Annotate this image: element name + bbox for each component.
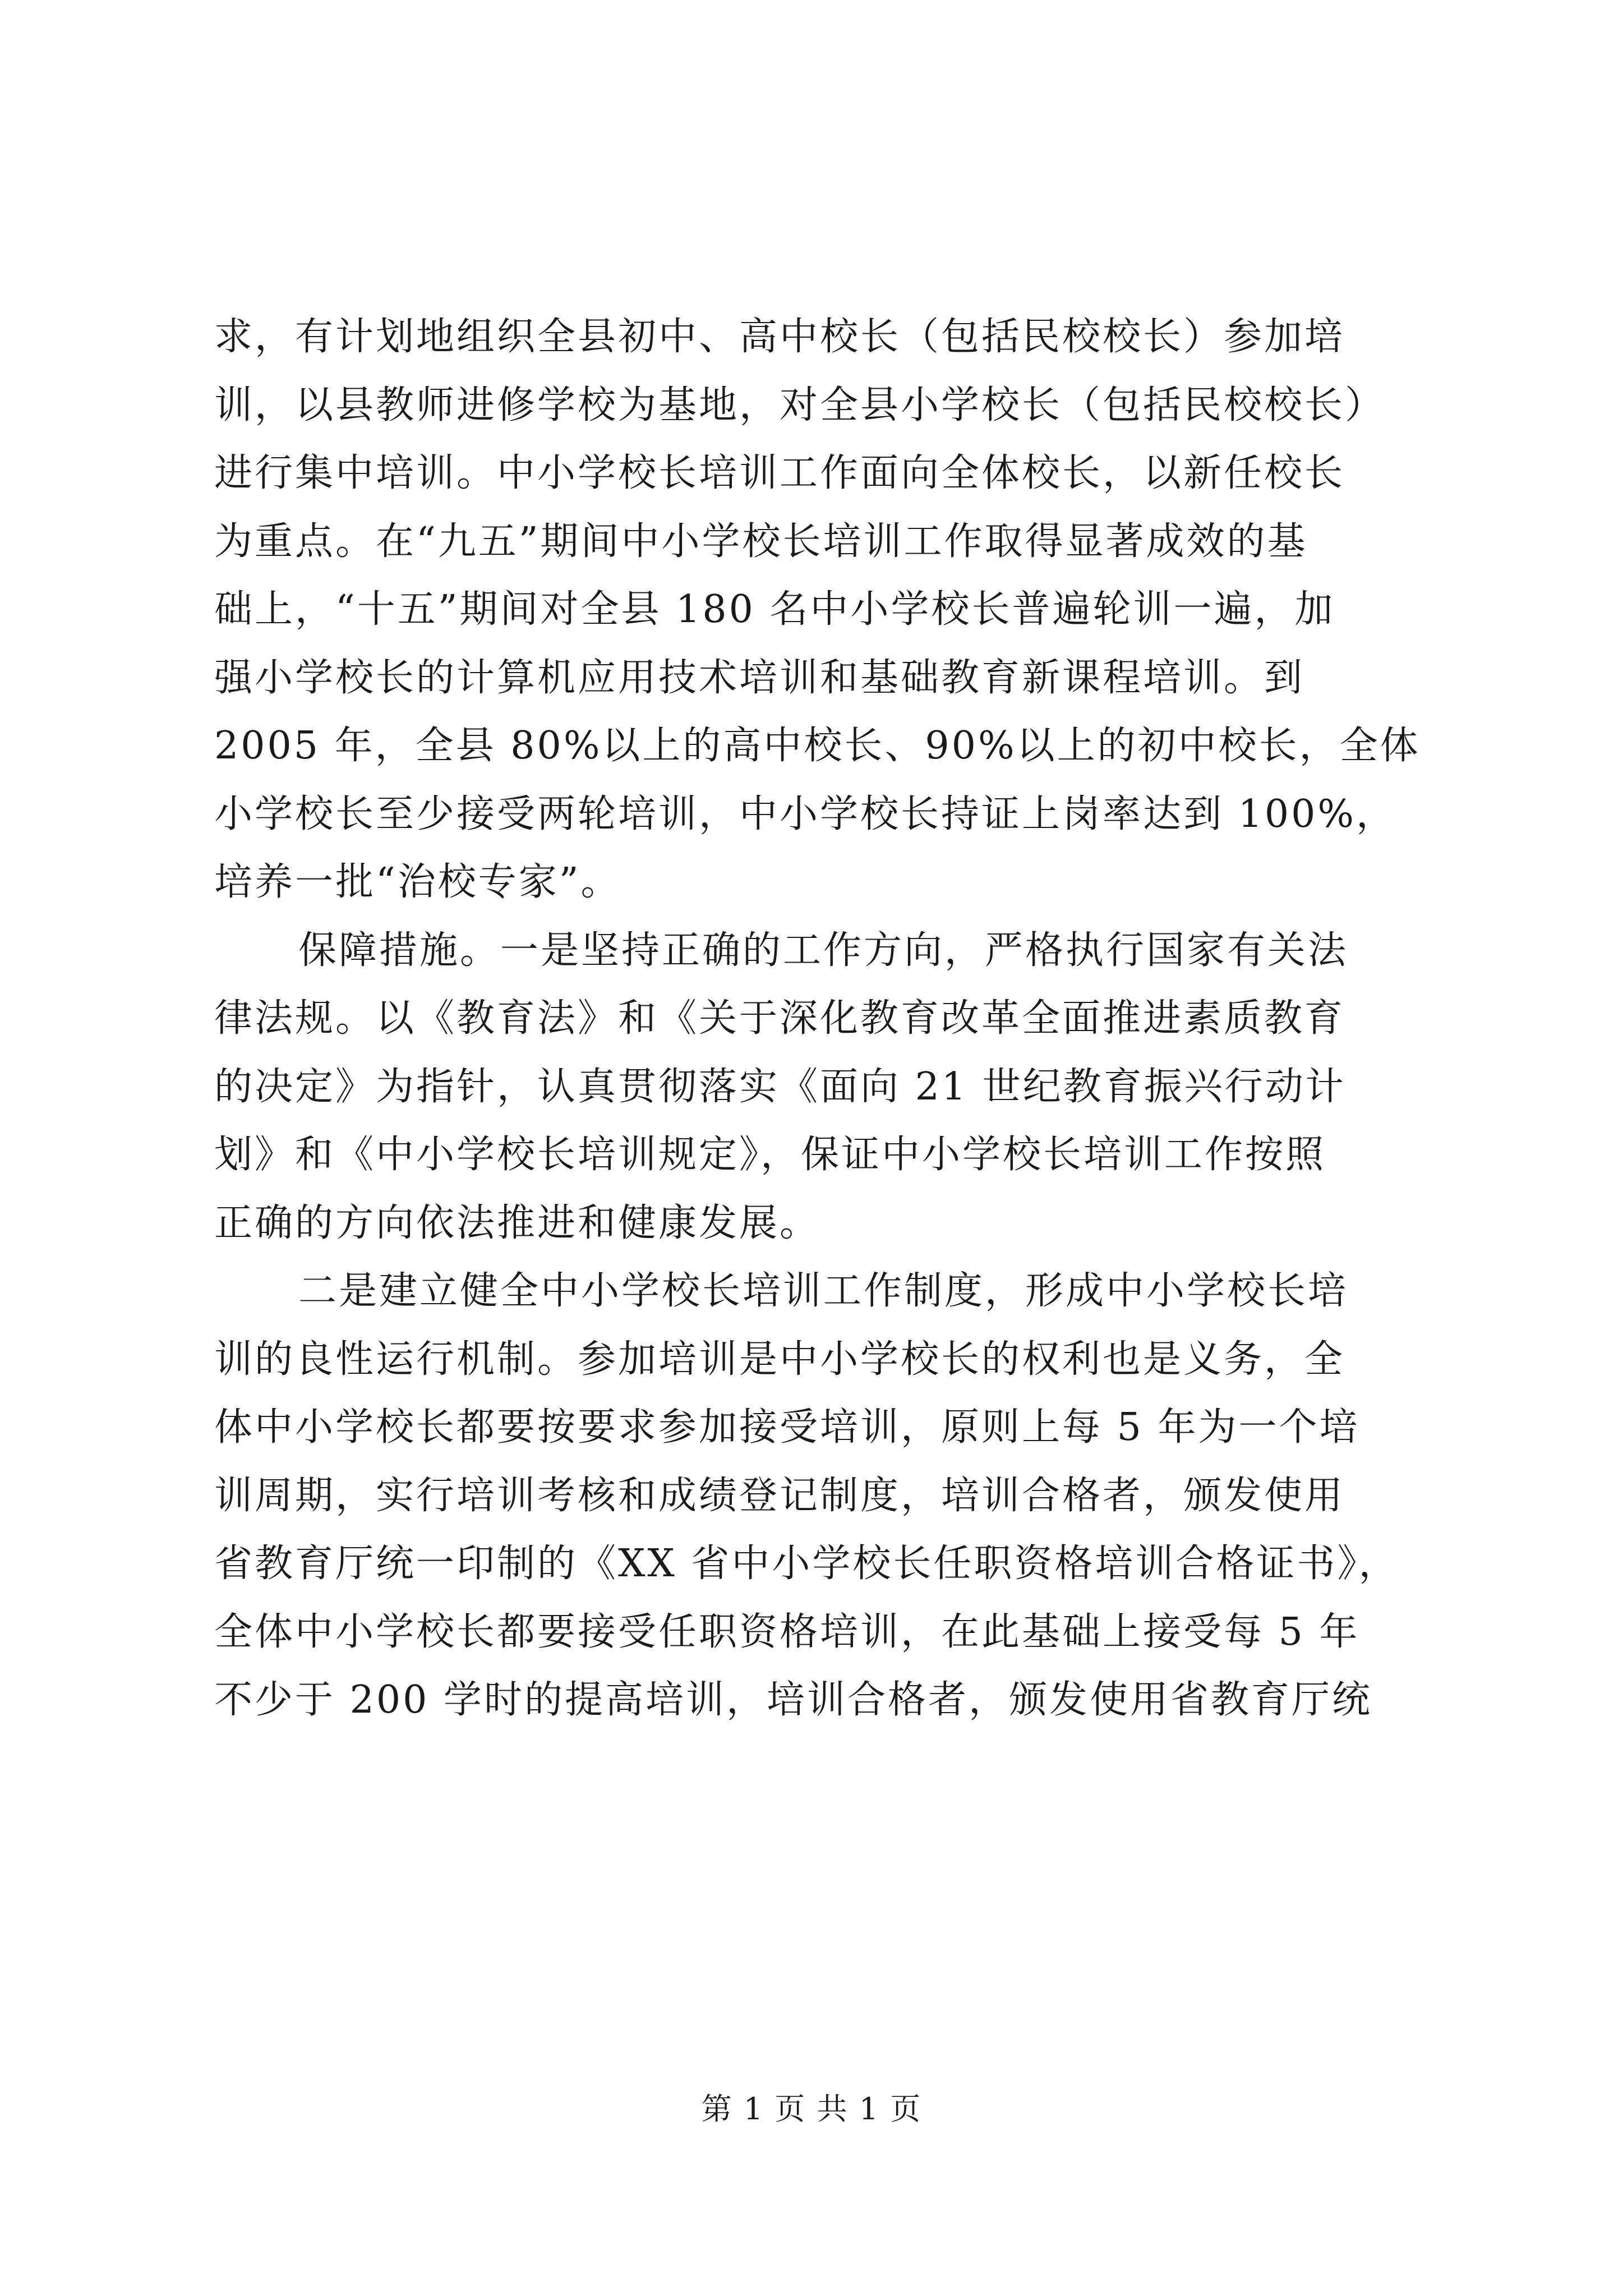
text-line: 训的良性运行机制。参加培训是中小学校长的权利也是义务，全 [214, 1337, 1345, 1382]
text-line: 划》和《中小学校长培训规定》，保证中小学校长培训工作按照 [214, 1133, 1326, 1177]
text-line: 进行集中培训。中小学校长培训工作面向全体校长，以新任校长 [214, 451, 1345, 495]
text-line: 培养一批“治校专家”。 [214, 860, 621, 904]
text-line: 础上，“十五”期间对全县 180 名中小学校长普遍轮训一遍，加 [214, 587, 1335, 632]
text-line: 不少于 200 学时的提高培训，培训合格者，颁发使用省教育厅统 [214, 1678, 1373, 1722]
text-line: 省教育厅统一印制的《XX 省中小学校长任职资格培训合格证书》， [214, 1542, 1399, 1586]
paragraph-first-line: 二是建立健全中小学校长培训工作制度，形成中小学校长培 [298, 1269, 1349, 1313]
text-line: 律法规。以《教育法》和《关于深化教育改革全面推进素质教育 [214, 996, 1345, 1041]
text-line: 的决定》为指针，认真贯彻落实《面向 21 世纪教育振兴行动计 [214, 1064, 1346, 1109]
text-line: 小学校长至少接受两轮培训，中小学校长持证上岗率达到 100%， [214, 792, 1397, 836]
text-line: 体中小学校长都要按要求参加接受培训，原则上每 5 年为一个培 [214, 1405, 1360, 1450]
text-line: 全体中小学校长都要接受任职资格培训，在此基础上接受每 5 年 [214, 1609, 1360, 1654]
paragraph-first-line: 保障措施。一是坚持正确的工作方向，严格执行国家有关法 [298, 928, 1349, 973]
page-footer: 第 1 页 共 1 页 [701, 2091, 922, 2127]
document-body [214, 303, 1470, 1734]
text-line: 训，以县教师进修学校为基地，对全县小学校长（包括民校校长） [214, 383, 1386, 427]
text-line: 正确的方向依法推进和健康发展。 [214, 1200, 820, 1245]
text-line: 2005 年，全县 80%以上的高中校长、90%以上的初中校长，全体 [214, 724, 1421, 768]
text-line: 强小学校长的计算机应用技术培训和基础教育新课程培训。到 [214, 655, 1305, 700]
text-line: 求，有计划地组织全县初中、高中校长（包括民校校长）参加培 [214, 315, 1345, 359]
text-line: 为重点。在“九五”期间中小学校长培训工作取得显著成效的基 [214, 519, 1308, 564]
text-line: 训周期，实行培训考核和成绩登记制度，培训合格者，颁发使用 [214, 1473, 1345, 1518]
